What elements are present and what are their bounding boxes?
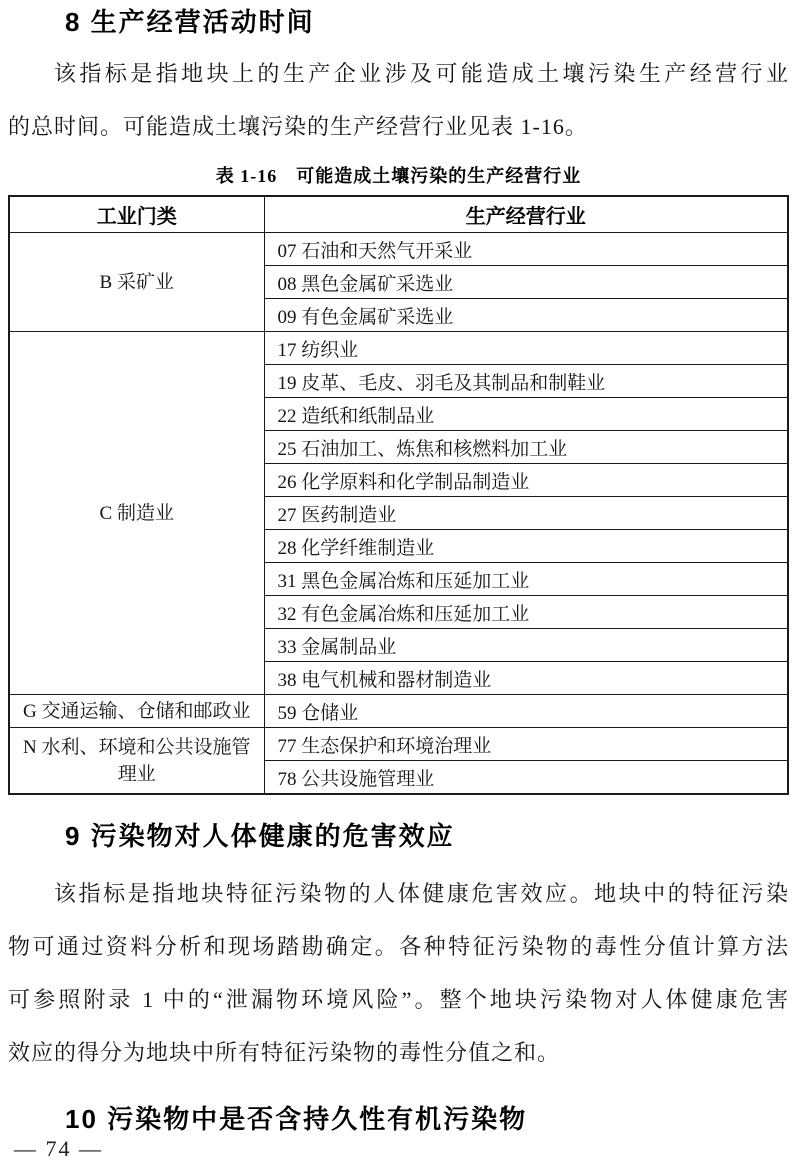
industry-table xyxy=(8,195,789,795)
table-row xyxy=(9,728,788,761)
section-8-paragraph xyxy=(8,47,789,153)
table-row xyxy=(9,695,788,728)
industry-category-cell: C 制造业 xyxy=(9,332,264,695)
business-industry-cell: 07 石油和天然气开采业 xyxy=(264,233,788,266)
business-industry-cell: 38 电气机械和器材制造业 xyxy=(264,662,788,695)
business-industry-cell: 26 化学原料和化学制品制造业 xyxy=(264,464,788,497)
page-number: — 74 — xyxy=(14,1136,103,1161)
paragraph-line: 的总时间。可能造成土壤污染的生产经营行业见表 1-16。 xyxy=(8,114,588,139)
business-industry-cell: 33 金属制品业 xyxy=(264,629,788,662)
table-header-row xyxy=(9,196,788,233)
industry-category-cell: B 采矿业 xyxy=(9,233,264,332)
business-industry-cell: 27 医药制造业 xyxy=(264,497,788,530)
paragraph-line: 可参照附录 1 中的“泄漏物环境风险”。整个地块污染物对人体健康危害 xyxy=(8,987,789,1012)
business-industry-cell: 17 纺织业 xyxy=(264,332,788,365)
business-industry-cell: 77 生态保护和环境治理业 xyxy=(264,728,788,761)
column-header-industry-category: 工业门类 xyxy=(9,196,264,233)
paragraph-line: 效应的得分为地块中所有特征污染物的毒性分值之和。 xyxy=(8,1040,561,1065)
column-header-business-industry: 生产经营行业 xyxy=(264,196,788,233)
paragraph-line: 该指标是指地块特征污染物的人体健康危害效应。地块中的特征污染 xyxy=(54,881,789,906)
table-row xyxy=(9,332,788,365)
section-9-paragraph xyxy=(8,867,789,1079)
business-industry-cell: 28 化学纤维制造业 xyxy=(264,530,788,563)
industry-category-cell: N 水利、环境和公共设施管理业 xyxy=(9,728,264,795)
paragraph-line: 该指标是指地块上的生产企业涉及可能造成土壤污染生产经营行业 xyxy=(54,61,789,86)
section-8-heading: 8 生产经营活动时间 xyxy=(65,7,315,37)
section-9-heading: 9 污染物对人体健康的危害效应 xyxy=(65,821,455,851)
business-industry-cell: 32 有色金属冶炼和压延加工业 xyxy=(264,596,788,629)
industry-category-cell: G 交通运输、仓储和邮政业 xyxy=(9,695,264,728)
business-industry-cell: 25 石油加工、炼焦和核燃料加工业 xyxy=(264,431,788,464)
business-industry-cell: 22 造纸和纸制品业 xyxy=(264,398,788,431)
table-row xyxy=(9,233,788,266)
table-caption: 表 1-16 可能造成土壤污染的生产经营行业 xyxy=(215,166,582,186)
business-industry-cell: 09 有色金属矿采选业 xyxy=(264,299,788,332)
business-industry-cell: 08 黑色金属矿采选业 xyxy=(264,266,788,299)
business-industry-cell: 19 皮革、毛皮、羽毛及其制品和制鞋业 xyxy=(264,365,788,398)
business-industry-cell: 78 公共设施管理业 xyxy=(264,761,788,795)
business-industry-cell: 31 黑色金属冶炼和压延加工业 xyxy=(264,563,788,596)
business-industry-cell: 59 仓储业 xyxy=(264,695,788,728)
paragraph-line: 物可通过资料分析和现场踏勘确定。各种特征污染物的毒性分值计算方法 xyxy=(8,934,789,959)
section-10-heading: 10 污染物中是否含持久性有机污染物 xyxy=(65,1104,528,1134)
